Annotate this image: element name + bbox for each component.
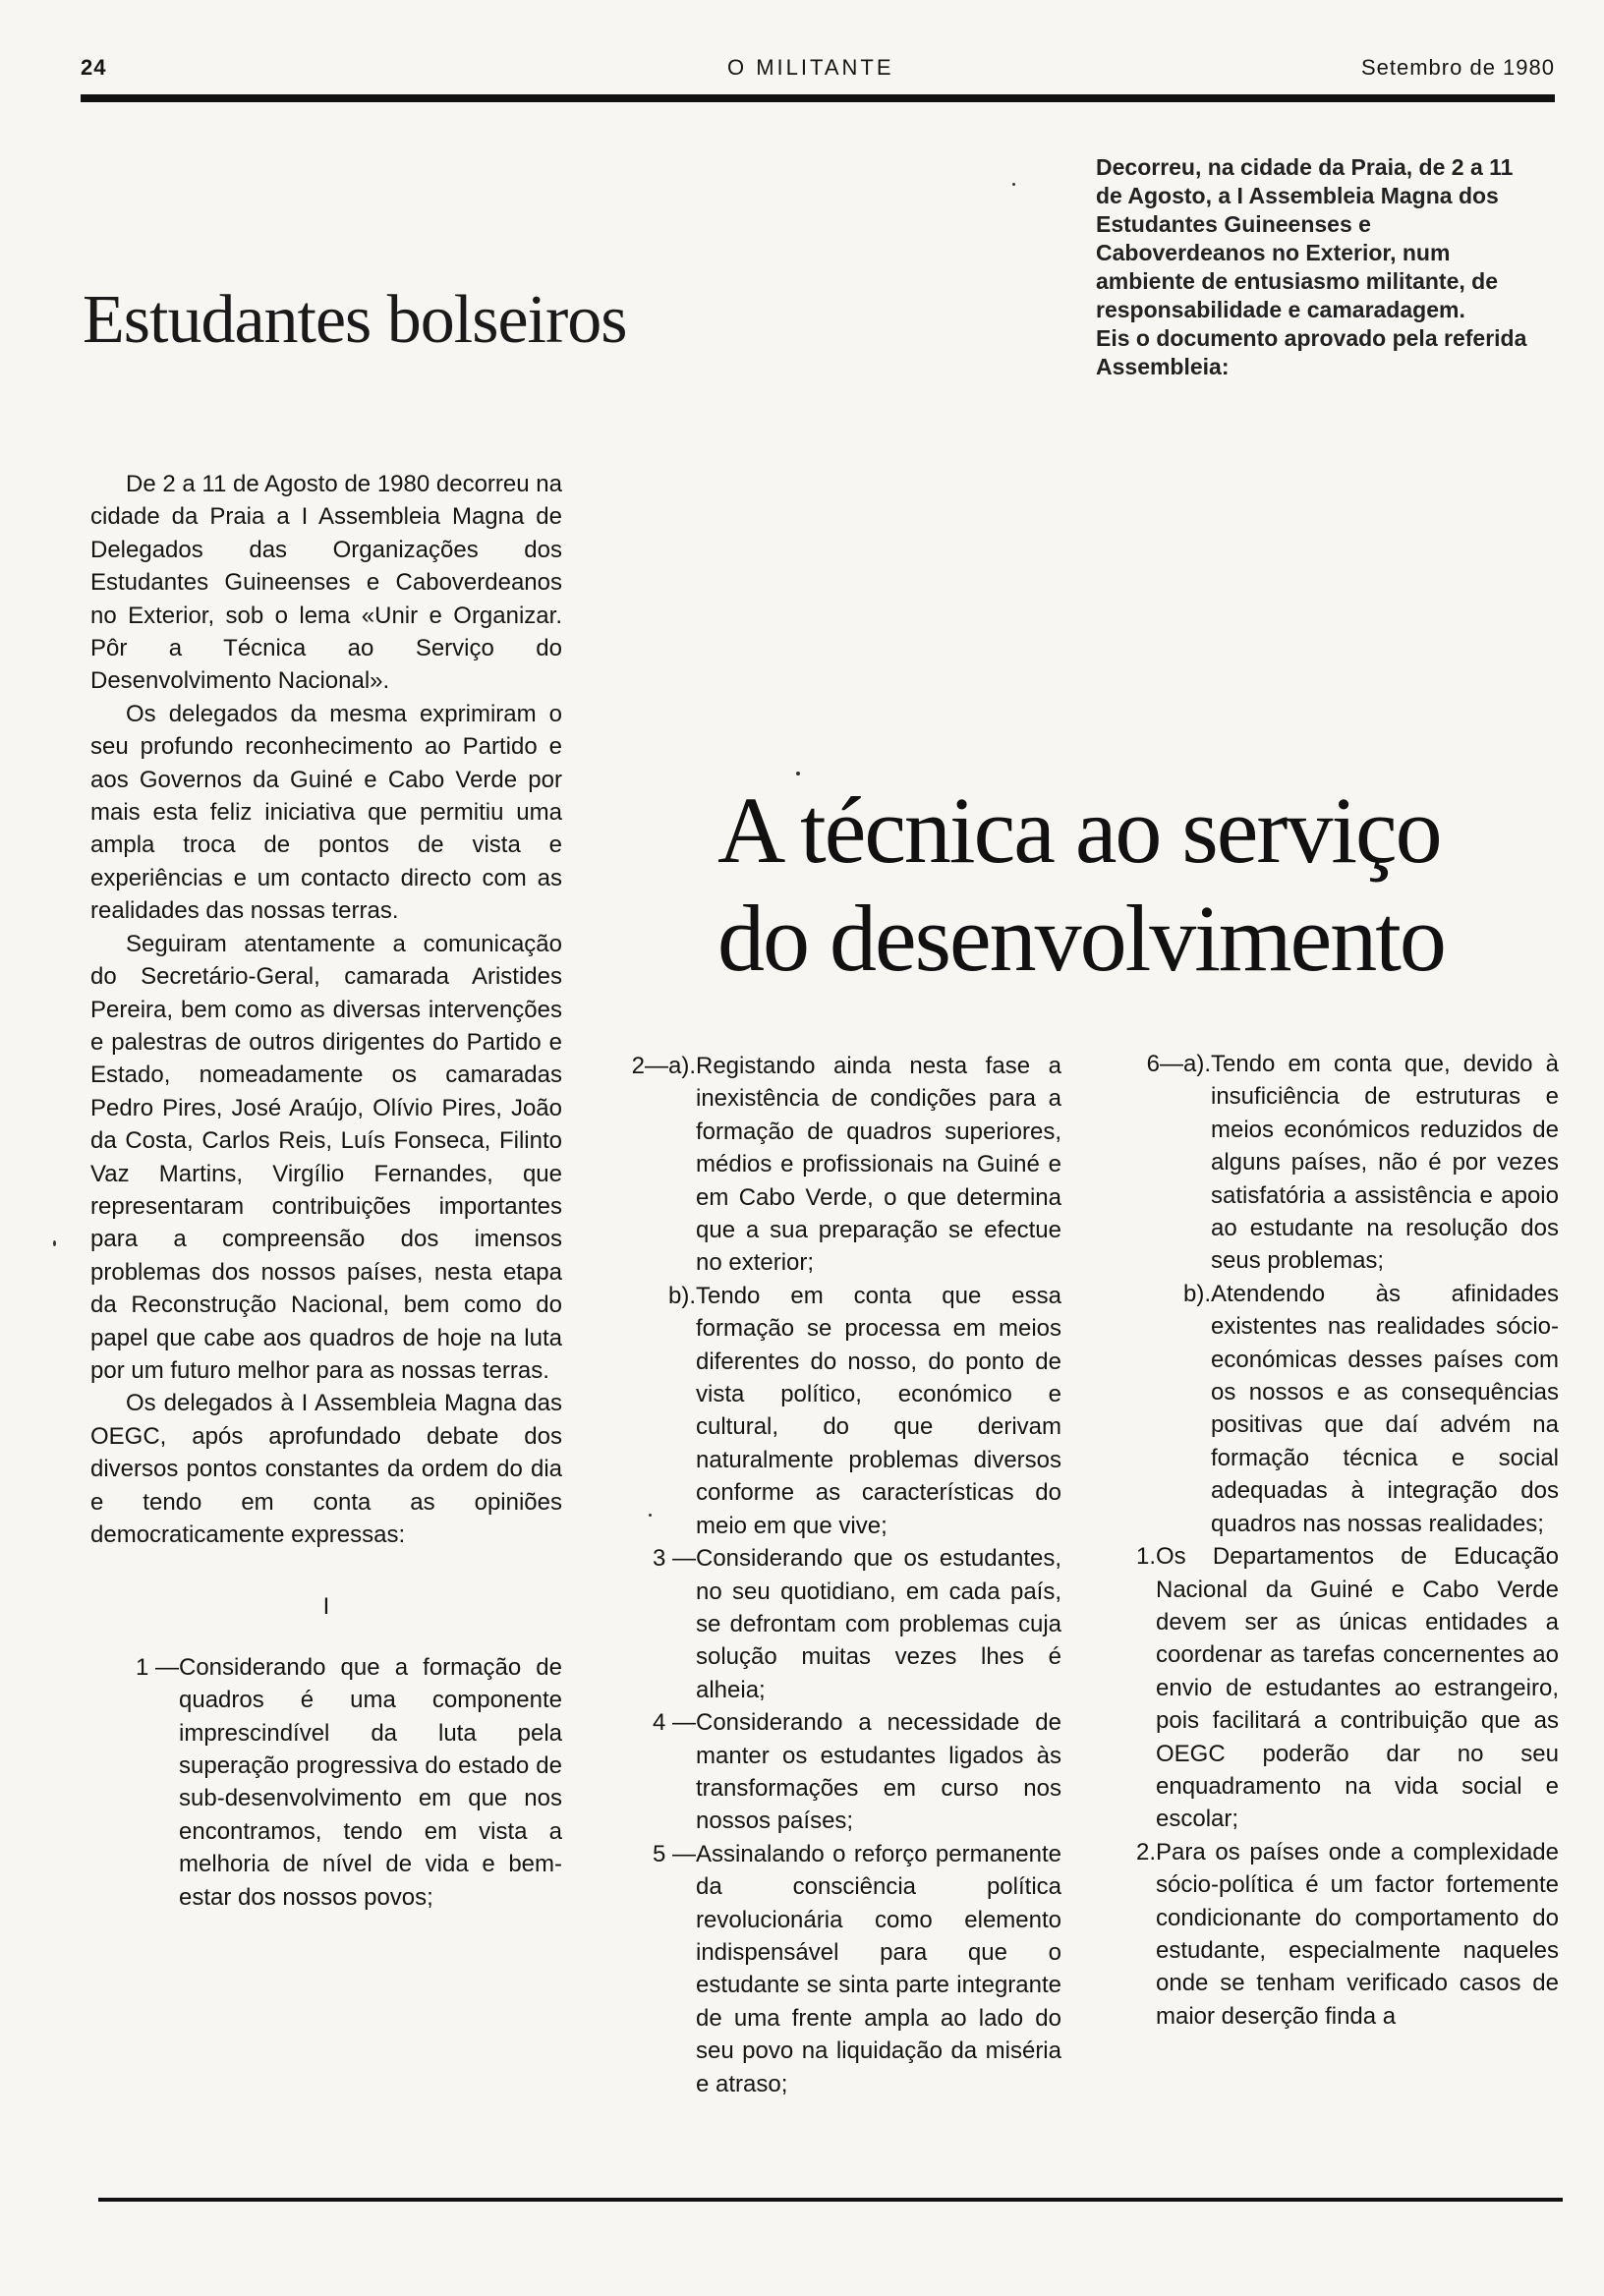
article-title-line-2: do desenvolvimento [717, 886, 1445, 991]
list-item-number: b). [1182, 1280, 1211, 1307]
list-item-text: Para os países onde a complexidade sócio-política é um factor fortemente condicionante do comportamento do estudante, especialmente naqueles onde se tenham verificado casos de maior deserção finda a [1156, 1838, 1559, 2030]
list-item-number: 2—a). [631, 1053, 696, 1079]
text-column-2 [629, 1050, 1061, 2100]
list-item-number: 1. [1135, 1543, 1156, 1571]
standfirst-paragraph: Decorreu, na cidade da Praia, de 2 a 11 de Agosto, a I Assembleia Magna dos Estudantes Guineenses e Caboverdeanos no Exterior, num ambiente de entusiasmo militante, de responsabilidade e camaradagem. [1096, 154, 1514, 322]
text-column-3 [1120, 1048, 1559, 2033]
list-item-text: Tendo em conta que, devido à insuficiência de estruturas e meios económicos reduzidos de alguns países, não é por vezes satisfatória a assistência e apoio ao estudante na resolução dos seus problemas; [1211, 1051, 1559, 1275]
footer-rule [98, 2198, 1563, 2202]
body-paragraph: De 2 a 11 de Agosto de 1980 decorreu na cidade da Praia a I Assembleia Magna de Delegados das Organizações dos Estudantes Guineenses e Caboverdeanos no Exterior, sob o lema «Unir e Organizar. Pôr a Técnica ao Serviço do Desenvolvimento Nacional». [90, 471, 562, 695]
scan-speck [53, 1240, 56, 1246]
list-item-text: Considerando que os estudantes, no seu quotidiano, em cada país, se defrontam com problemas cuja solução muitas vezes lhes é alheia; [696, 1545, 1061, 1703]
list-item-number: 3 — [652, 1545, 696, 1573]
list-item [1120, 1540, 1559, 1836]
publication-name: O MILITANTE [727, 55, 894, 80]
section-numeral: I [322, 1593, 330, 1621]
header-rule [81, 94, 1555, 102]
page-number: 24 [81, 55, 107, 80]
standfirst [1096, 153, 1528, 381]
issue-date: Setembro de 1980 [1360, 55, 1555, 80]
scan-speck [1012, 183, 1015, 186]
list-item-text: Assinalando o reforço permanente da consciência política revolucionária como elemento indispensável para que o estudante se sinta parte integrante de uma frente ampla ao lado do seu povo na liquidação da miséria e atraso; [696, 1840, 1061, 2097]
list-item-text: Considerando a necessidade de manter os estudantes ligados às transformações em curso nos nossos países; [696, 1709, 1061, 1835]
list-item [1120, 1048, 1559, 1278]
list-item [629, 1706, 1061, 1838]
list-item [629, 1280, 1061, 1542]
standfirst-paragraph: Eis o documento aprovado pela referida Assembleia: [1096, 325, 1527, 379]
body-paragraph: Os delegados à I Assembleia Magna das OEGC, após aprofundado debate dos diversos pontos constantes da ordem do dia e tendo em conta as opiniões democraticamente expressas: [90, 1390, 562, 1548]
list-item [1120, 1278, 1559, 1540]
list-item-number: 6—a). [1146, 1051, 1211, 1077]
body-paragraph: Os delegados da mesma exprimiram o seu profundo reconhecimento ao Partido e aos Governos da Guiné e Cabo Verde por mais esta feliz iniciativa que permitiu uma ampla troca de pontos de vista e experiências e um contacto directo com as realidades das nossas terras. [90, 700, 562, 925]
body-paragraph: Seguiram atentamente a comunicação do Secretário-Geral, camarada Aristides Pereira, bem como as diversas intervenções e palestras de outros dirigentes do Partido e Estado, nomeadamente os camaradas Pedro Pires, José Araújo, Olívio Pires, João da Costa, Carlos Reis, Luís Fonseca, Filinto Vaz Martins, Virgílio Fernandes, que representaram contribuições importantes para a compreensão dos imensos problemas dos nossos países, nesta etapa da Reconstrução Nacional, bem como do papel que cabe aos quadros de hoje na luta por um futuro melhor para as nossas terras. [90, 930, 562, 1384]
list-item [629, 1050, 1061, 1280]
list-item-text: Registando ainda nesta fase a inexistência de condições para a formação de quadros superiores, médios e profissionais na Guiné e em Cabo Verde, o que determina que a sua preparação se efectue no exterior; [696, 1053, 1061, 1277]
list-item-number: 5 — [652, 1840, 696, 1867]
list-item-number: 4 — [652, 1709, 696, 1737]
scan-speck [796, 772, 800, 775]
list-item-text: Os Departamentos de Educação Nacional da Guiné e Cabo Verde devem ser as únicas entidades a coordenar as tarefas concernentes ao envio de estudantes ao estrangeiro, pois facilitará a contribuição que as OEGC poderão dar no seu enquadramento na vida social e escolar; [1156, 1543, 1559, 1833]
list-item-number: 1 — [135, 1653, 179, 1681]
list-item-number: 2. [1135, 1838, 1156, 1866]
list-item-text: Atendendo às afinidades existentes nas realidades sócio-económicas desses países com os nossos e as consequências positivas que daí advém na formação técnica e social adequadas à integração dos quadros nas nossas realidades; [1211, 1280, 1559, 1537]
section-title: Estudantes bolseiros [83, 282, 627, 358]
text-column-1 [90, 468, 562, 1914]
article-title [717, 776, 1445, 993]
list-item [1120, 1836, 1559, 2033]
list-item [90, 1651, 562, 1914]
list-item-text: Considerando que a formação de quadros é uma componente imprescindível da luta pela superação progressiva do estado de sub-desenvolvimento em que nos encontramos, tendo em vista a melhoria de nível de vida e bem-estar dos nossos povos; [179, 1653, 562, 1911]
list-item [629, 1542, 1061, 1706]
list-item-text: Tendo em conta que essa formação se processa em meios diferentes do nosso, do ponto de vista político, económico e cultural, do que derivam naturalmente problemas diversos conforme as características do meio em que vive; [696, 1282, 1061, 1539]
list-item [629, 1838, 1061, 2100]
article-title-line-1: A técnica ao serviço [717, 777, 1441, 883]
list-item-number: b). [667, 1282, 696, 1309]
scan-speck [649, 1514, 652, 1517]
